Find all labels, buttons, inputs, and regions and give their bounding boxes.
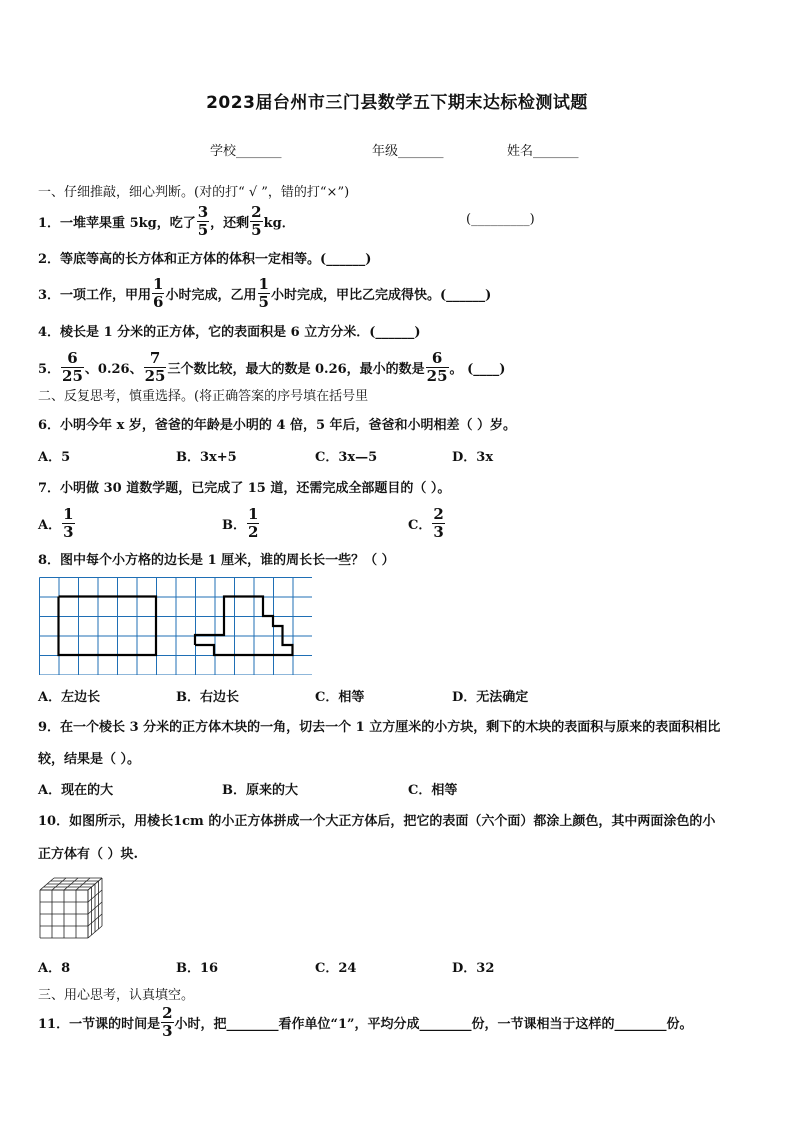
q5-text-c: 三个数比较，最大的数是 0.26，最小的数是 bbox=[167, 361, 425, 377]
q7-option-c-label: C． bbox=[408, 517, 432, 533]
q10-option-a[interactable]: A．8 bbox=[38, 961, 71, 976]
q1-fraction-1: $\frac{3}{5}$ bbox=[197, 202, 209, 239]
q7-option-b-label: B． bbox=[222, 517, 246, 533]
q7-option-a-label: A． bbox=[38, 517, 62, 533]
question-4: 4．棱长是 1 分米的正方体，它的表面积是 6 立方分米．(______) bbox=[38, 325, 421, 340]
question-10-line-2: 正方体有（ ）块. bbox=[38, 847, 139, 862]
q9-option-c[interactable]: C．相等 bbox=[408, 783, 458, 798]
q3-fraction-1: $\frac{1}{6}$ bbox=[153, 274, 164, 311]
q5-fraction-3: $\frac{6}{25}$ bbox=[426, 348, 448, 385]
section3-heading: 三、用心思考，认真填空。 bbox=[38, 988, 195, 1003]
grid-lines bbox=[40, 578, 313, 676]
q10-option-d[interactable]: D．32 bbox=[452, 961, 495, 976]
section1-heading: 一、仔细推敲，细心判断。(对的打“ √ ”，错的打“×”) bbox=[38, 185, 350, 200]
q9-option-b[interactable]: B．原来的大 bbox=[222, 783, 298, 798]
q7-option-a-fraction: $\frac{1}{3}$ bbox=[63, 504, 74, 541]
q5-text-b: 、0.26、 bbox=[84, 361, 143, 377]
q3-text-a: 3．一项工作，甲用 bbox=[38, 287, 152, 303]
question-11 bbox=[38, 1004, 693, 1040]
q11-text-b[interactable]: 小时，把________看作单位“1”，平均分成________份，一节课相当于这样的________份。 bbox=[174, 1016, 693, 1032]
q5-text-d: 。 (____) bbox=[449, 361, 506, 377]
q1-fraction-2: $\frac{2}{5}$ bbox=[251, 202, 262, 239]
q6-option-c[interactable]: C．3x—5 bbox=[315, 450, 378, 465]
grade-field[interactable]: 年级_______ bbox=[372, 144, 444, 159]
q3-text-c: 小时完成，甲比乙完成得快。(______) bbox=[270, 287, 492, 303]
q8-option-b[interactable]: B．右边长 bbox=[176, 690, 239, 705]
question-9-line-2: 较，结果是（ ）。 bbox=[38, 752, 141, 767]
q5-fraction-1: $\frac{6}{25}$ bbox=[62, 348, 83, 385]
q3-text-b: 小时完成，乙用 bbox=[165, 287, 257, 303]
question-10-line-1: 10．如图所示，用棱长1cm 的小正方体拼成一个大正方体后，把它的表面（六个面）都涂上颜色，其中两面涂色的小 bbox=[38, 814, 716, 829]
q8-option-a[interactable]: A．左边长 bbox=[38, 690, 101, 705]
q7-option-c[interactable] bbox=[408, 505, 446, 541]
q11-fraction: $\frac{2}{3}$ bbox=[162, 1003, 173, 1040]
q1-text-c: kg． bbox=[263, 215, 295, 231]
q8-option-d[interactable]: D．无法确定 bbox=[452, 690, 529, 705]
q5-text-a: 5． bbox=[38, 361, 61, 377]
q10-option-c[interactable]: C．24 bbox=[315, 961, 357, 976]
q11-text-a: 11．一节课的时间是 bbox=[38, 1016, 161, 1032]
school-field[interactable]: 学校_______ bbox=[210, 144, 282, 159]
left-rectangle-shape bbox=[59, 597, 157, 656]
q7-option-c-fraction: $\frac{2}{3}$ bbox=[433, 504, 444, 541]
q6-option-d[interactable]: D．3x bbox=[452, 450, 494, 465]
q7-option-b[interactable] bbox=[222, 505, 260, 541]
q3-fraction-2: $\frac{1}{5}$ bbox=[258, 274, 269, 311]
q10-cube-figure bbox=[38, 876, 106, 940]
section2-heading: 二、反复思考，慎重选择。(将正确答案的序号填在括号里 bbox=[38, 389, 369, 404]
right-stair-shape bbox=[195, 597, 293, 656]
q1-text-a: 1．一堆苹果重 5kg，吃了 bbox=[38, 215, 196, 231]
question-8: 8．图中每个小方格的边长是 1 厘米，谁的周长长一些？（ ） bbox=[38, 553, 395, 568]
q1-text-b: ，还剩 bbox=[210, 215, 250, 231]
q9-option-a[interactable]: A．现在的大 bbox=[38, 783, 114, 798]
question-5 bbox=[38, 349, 505, 385]
question-1 bbox=[38, 204, 295, 238]
q8-option-c[interactable]: C．相等 bbox=[315, 690, 365, 705]
q1-answer-blank[interactable]: (_________) bbox=[466, 212, 535, 227]
q7-option-a[interactable] bbox=[38, 505, 76, 541]
question-2: 2．等底等高的长方体和正方体的体积一定相等。(______) bbox=[38, 252, 372, 267]
name-field[interactable]: 姓名_______ bbox=[507, 144, 579, 159]
q8-grid-figure bbox=[39, 577, 312, 675]
q10-option-b[interactable]: B．16 bbox=[176, 961, 219, 976]
q7-option-b-fraction: $\frac{1}{2}$ bbox=[248, 504, 259, 541]
q6-option-b[interactable]: B．3x+5 bbox=[176, 450, 237, 465]
question-9-line-1: 9．在一个棱长 3 分米的正方体木块的一角，切去一个 1 立方厘米的小方块，剩下的木块的表面积与原来的表面积相比 bbox=[38, 720, 721, 735]
q6-option-a[interactable]: A．5 bbox=[38, 450, 71, 465]
question-7: 7．小明做 30 道数学题，已完成了 15 道，还需完成全部题目的（ ）。 bbox=[38, 481, 451, 496]
question-6: 6．小明今年 x 岁，爸爸的年龄是小明的 4 倍，5 年后，爸爸和小明相差（ ）岁。 bbox=[38, 418, 517, 433]
q5-fraction-2: $\frac{7}{25}$ bbox=[144, 348, 166, 385]
page-title: 2023届台州市三门县数学五下期末达标检测试题 bbox=[206, 93, 588, 113]
question-3 bbox=[38, 276, 491, 310]
